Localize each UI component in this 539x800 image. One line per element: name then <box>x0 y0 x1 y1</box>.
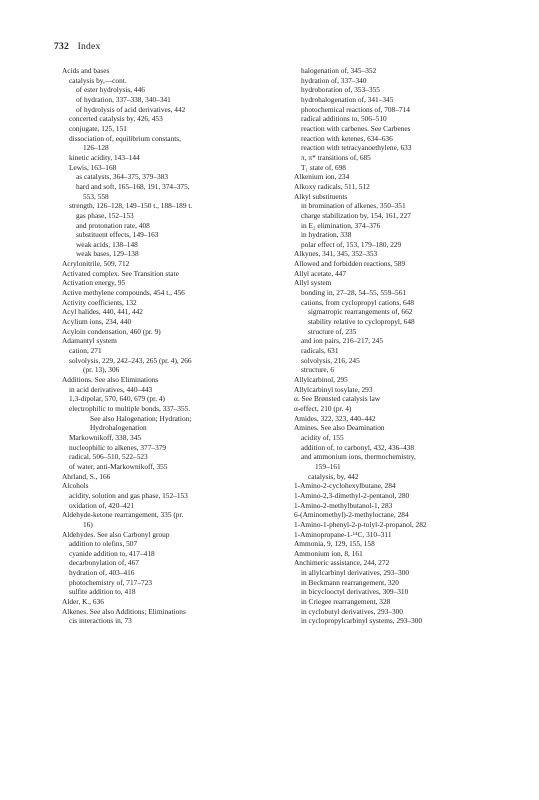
index-entry: hydration of, 337–340 <box>301 75 367 85</box>
index-entry: hydroboration of, 353–355 <box>301 85 380 95</box>
index-entry: Allylcarbinyl tosylate, 293 <box>294 384 373 394</box>
index-entry: weak bases, 129–138 <box>76 249 139 259</box>
index-entry: in cyclopropylcarbinyl systems, 293–300 <box>301 616 423 626</box>
index-entry: 1-Aminopropane-1-¹⁴C, 310–311 <box>294 529 392 539</box>
index-entry: dissociation of, equilibrium constants, <box>69 133 181 143</box>
index-entry: solvolysis, 229, 242–243, 265 (pr. 4), 266 <box>69 355 192 365</box>
index-entry: Activation energy, 95 <box>62 278 126 288</box>
index-entry: structure, 6 <box>301 365 335 375</box>
index-entry: cations, from cyclopropyl cations, 648 <box>301 297 414 307</box>
index-entry: T₁ state of, 698 <box>301 162 346 172</box>
index-entry: strength, 126–128, 149–150 t., 188–189 t. <box>69 201 193 211</box>
index-entry: 1,3-dipolar, 570, 640, 679 (pr. 4) <box>69 394 165 404</box>
index-entry: Activity coefficients, 132 <box>62 297 137 307</box>
index-entry: reaction with tetracyanoethylene, 633 <box>301 143 412 153</box>
index-entry: Acyl halides, 440, 441, 442 <box>62 307 143 317</box>
index-entry: sigmatropic rearrangements of, 662 <box>308 307 413 317</box>
index-column-left <box>62 66 272 626</box>
index-entry: Acyloin condensation, 460 (pr. 9) <box>62 326 161 336</box>
index-entry: of water, anti-Markownikoff, 355 <box>69 461 168 471</box>
index-entry: in hydration, 338 <box>301 230 352 240</box>
index-entry: and ion pairs, 216–217, 245 <box>301 336 383 346</box>
index-entry: Amides, 322, 323, 440–442 <box>294 413 376 423</box>
index-entry: addition of, to carbonyl, 432, 436–438 <box>301 442 414 452</box>
index-entry: and ammonium ions, thermochemistry, <box>301 452 416 462</box>
index-entry: and protonation rate, 408 <box>76 220 150 230</box>
index-entry: See also Halogenation; Hydration; <box>90 413 192 423</box>
index-entry: substituent effects, 149–163 <box>76 230 159 240</box>
index-entry: in acid derivatives, 440–443 <box>69 384 153 394</box>
index-entry: Ammonium ion, 8, 161 <box>294 548 363 558</box>
index-entry: Aldehydes. See also Carbonyl group <box>62 529 170 539</box>
index-entry: in Beckmann rearrangement, 320 <box>301 577 399 587</box>
index-entry: Acids and bases <box>62 66 110 75</box>
index-entry: 1-Amino-1-phenyl-2-p-tolyl-2-propanol, 282 <box>294 519 427 529</box>
index-column-right <box>294 66 509 626</box>
index-entry: Amines. See also Deamination <box>294 423 385 433</box>
index-entry: 16) <box>83 519 93 529</box>
index-entry: Alkenes. See also Additions; Eliminations <box>62 606 186 616</box>
index-entry: concerted catalysis by, 426, 453 <box>69 114 163 124</box>
index-entry: as catalysts, 364–375, 379–383 <box>76 172 168 182</box>
index-entry: Alkyl substituents <box>294 191 348 201</box>
index-entry: Additions. See also Eliminations <box>62 375 159 384</box>
index-entry: stability relative to cyclopropyl, 648 <box>308 317 415 327</box>
index-entry: conjugate, 125, 151 <box>69 123 127 133</box>
index-entry: 126–128 <box>83 143 109 153</box>
index-entry: α-effect, 210 (pr. 4) <box>294 403 352 413</box>
index-entry: of ester hydrolysis, 446 <box>76 85 145 95</box>
index-entry: polar effect of, 153, 179–180, 229 <box>301 239 402 249</box>
index-entry: 159–161 <box>315 461 341 471</box>
index-entry: of hydrolysis of acid derivatives, 442 <box>76 104 186 114</box>
index-entry: Alcohols <box>62 481 89 491</box>
index-entry: Markownikoff, 338, 345 <box>69 432 142 442</box>
index-entry: addition to olefins, 507 <box>69 539 138 549</box>
index-entry: nucleophilic to alkenes, 377–379 <box>69 442 167 452</box>
index-entry: cation, 271 <box>69 346 102 356</box>
index-entry: Alder, K., 636 <box>62 597 104 607</box>
index-entry: Lewis, 163–168 <box>69 162 117 172</box>
index-entry: Anchimeric assistance, 244, 272 <box>294 558 390 568</box>
index-entry: (pr. 13), 306 <box>83 365 120 375</box>
index-entry: reaction with carbenes. See Carbenes <box>301 123 411 133</box>
index-entry: weak acids, 138–148 <box>76 239 138 249</box>
index-entry: sulfite addition to, 418 <box>69 587 136 597</box>
index-entry: Allyl system <box>294 278 332 288</box>
index-entry: 553, 558 <box>83 191 109 201</box>
index-entry: electrophilic to multiple bonds, 337–355. <box>69 403 191 413</box>
index-entry: bonding in, 27–28, 54–55, 559–561 <box>301 288 407 298</box>
index-entry: structure of, 235 <box>308 326 357 336</box>
index-entry: halogenation of, 345–352 <box>301 66 377 75</box>
page-header-title: Index <box>77 41 101 52</box>
index-entry: acidity of, 155 <box>301 432 344 442</box>
index-entry: decarbonylation of, 467 <box>69 558 139 568</box>
index-entry: acidity, solution and gas phase, 152–153 <box>69 490 188 500</box>
index-entry: hydration of, 403–416 <box>69 568 135 578</box>
index-entry: catalysis, by, 442 <box>308 471 359 481</box>
index-entry: Ahrland, S., 166 <box>62 471 111 481</box>
index-entry: photochemistry of, 717–723 <box>69 577 153 587</box>
index-entry: Allylcarbinol, 295 <box>294 375 348 384</box>
index-entry: gas phase, 152–153 <box>76 210 134 220</box>
page-header <box>54 41 100 52</box>
index-entry: 6-(Aminomethyl)-2-methyloctane, 284 <box>294 510 409 520</box>
index-entry: catalysis by,—cont. <box>69 75 127 85</box>
index-entry: hard and soft, 165–168, 191, 374–375, <box>76 181 190 191</box>
index-entry: Active methylene compounds, 454 t., 456 <box>62 288 185 298</box>
index-entry: solvolysis, 216, 245 <box>301 355 360 365</box>
index-entry: 1-Amino-2-cyclohexylbutane, 284 <box>294 481 396 491</box>
index-entry: Alkynes, 341, 345, 352–353 <box>294 249 378 259</box>
index-entry: Alkenium ion, 234 <box>294 172 350 182</box>
index-entry: hydrohalogenation of, 341–345 <box>301 94 394 104</box>
index-entry: in E₂ elimination, 374–376 <box>301 220 381 230</box>
index-entry: in allylcarbinyl derivatives, 293–300 <box>301 568 410 578</box>
index-entry: cis interactions in, 73 <box>69 616 132 626</box>
index-entry: π, π* transitions of, 685 <box>301 152 371 162</box>
index-entry: kinetic acidity, 143–144 <box>69 152 140 162</box>
index-entry: in cyclobutyl derivatives, 293–300 <box>301 606 403 616</box>
index-entry: cyanide addition to, 417–418 <box>69 548 155 558</box>
page-number: 732 <box>54 41 69 52</box>
index-entry: Hydrohalogenation <box>90 423 147 433</box>
index-entry: Adamantyl system <box>62 336 117 346</box>
index-entry: radicals, 631 <box>301 346 339 356</box>
index-entry: photochemical reactions of, 708–714 <box>301 104 410 114</box>
index-entry: Activated complex. See Transition state <box>62 268 179 278</box>
index-entry: charge stabilization by, 154, 161, 227 <box>301 210 411 220</box>
index-entry: 1-Amino-2,3-dimethyl-2-pentanol, 280 <box>294 490 410 500</box>
index-entry: radical additions to, 506–510 <box>301 114 387 124</box>
index-entry: Allowed and forbidden reactions, 589 <box>294 259 406 269</box>
index-entry: in bromination of alkenes, 350–351 <box>301 201 406 211</box>
index-entry: α. See Brønsted catalysis law <box>294 394 381 404</box>
index-entry: Allyl acetate, 447 <box>294 268 346 278</box>
index-entry: Aldehyde-ketone rearrangement, 335 (pr. <box>62 510 184 520</box>
index-entry: Acylium ions, 234, 440 <box>62 317 132 327</box>
index-entry: Alkoxy radicals, 511, 512 <box>294 181 370 191</box>
index-entry: reaction with ketenes, 634–636 <box>301 133 393 143</box>
index-entry: in bicyclooctyl derivatives, 309–310 <box>301 587 409 597</box>
index-entry: Ammonia, 9, 129, 155, 158 <box>294 539 375 549</box>
index-entry: of hydration, 337–338, 340–341 <box>76 94 171 104</box>
index-entry: radical, 506–510, 522–523 <box>69 452 148 462</box>
index-entry: oxidation of, 420–421 <box>69 500 135 510</box>
index-entry: in Criegee rearrangement, 328 <box>301 597 391 607</box>
index-entry: 1-Amino-2-methylbutanol-1, 283 <box>294 500 393 510</box>
index-entry: Acrylonitrile, 509, 712 <box>62 259 130 269</box>
